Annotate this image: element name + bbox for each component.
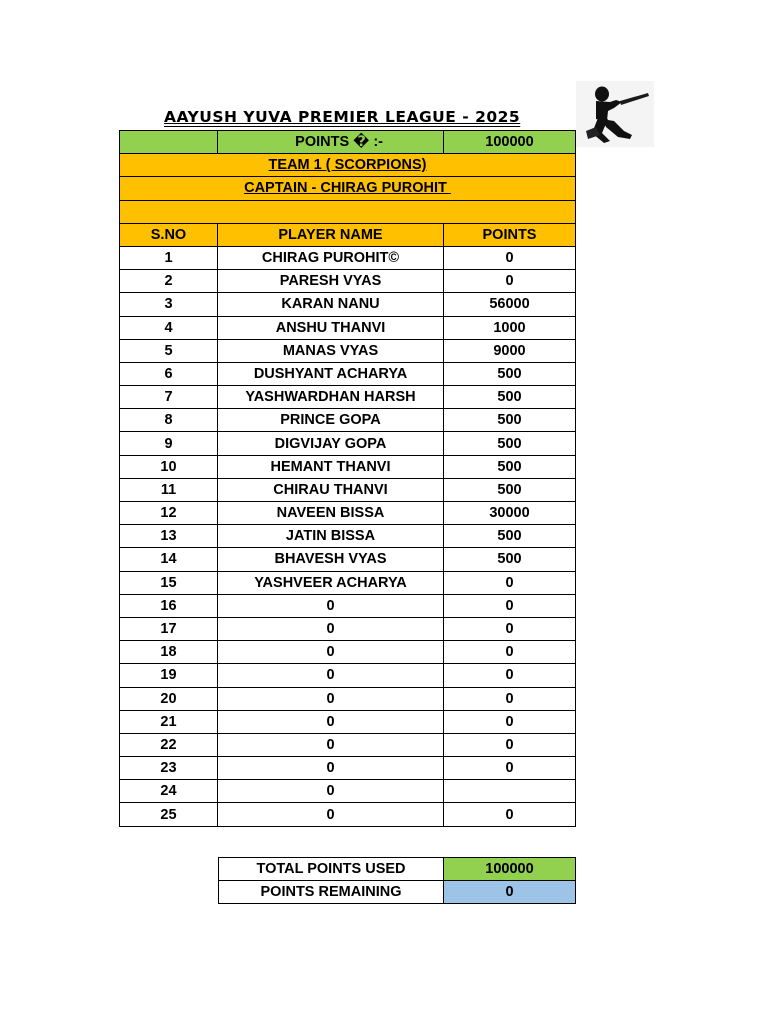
cell-player-name: MANAS VYAS <box>218 339 444 362</box>
cell-points: 0 <box>444 710 576 733</box>
team-roster-table <box>119 130 576 827</box>
points-label: POINTS � :- <box>218 131 444 154</box>
table-row <box>120 362 576 385</box>
cell-points: 500 <box>444 432 576 455</box>
team-name: TEAM 1 ( SCORPIONS) <box>120 154 576 177</box>
points-row <box>120 131 576 154</box>
cell-player-name: 0 <box>218 733 444 756</box>
summary-table <box>218 857 576 904</box>
cell-points: 0 <box>444 733 576 756</box>
cell-sno: 4 <box>120 316 218 339</box>
cell-sno: 6 <box>120 362 218 385</box>
cell-player-name: 0 <box>218 617 444 640</box>
cell-player-name: YASHWARDHAN HARSH <box>218 386 444 409</box>
cell-player-name: 0 <box>218 687 444 710</box>
cell-points: 0 <box>444 757 576 780</box>
team-name-row <box>120 154 576 177</box>
points-remaining-label: POINTS REMAINING <box>219 881 444 904</box>
cell-player-name: 0 <box>218 641 444 664</box>
cell-player-name: KARAN NANU <box>218 293 444 316</box>
cell-sno: 9 <box>120 432 218 455</box>
cell-sno: 18 <box>120 641 218 664</box>
cell-player-name: CHIRAG PUROHIT© <box>218 246 444 269</box>
cell-points: 0 <box>444 594 576 617</box>
table-row <box>120 432 576 455</box>
column-header-sno: S.NO <box>120 223 218 246</box>
points-remaining-value: 0 <box>444 881 576 904</box>
cell-sno: 7 <box>120 386 218 409</box>
cell-player-name: NAVEEN BISSA <box>218 502 444 525</box>
table-row <box>120 478 576 501</box>
cell-sno: 17 <box>120 617 218 640</box>
total-points-row <box>219 858 576 881</box>
cell-player-name: 0 <box>218 803 444 826</box>
cell-points: 500 <box>444 386 576 409</box>
table-row <box>120 246 576 269</box>
cell-points: 0 <box>444 687 576 710</box>
column-header-player-name: PLAYER NAME <box>218 223 444 246</box>
cell-points: 500 <box>444 362 576 385</box>
cell-points: 9000 <box>444 339 576 362</box>
cell-points: 500 <box>444 525 576 548</box>
cell-player-name: 0 <box>218 710 444 733</box>
cell-player-name: HEMANT THANVI <box>218 455 444 478</box>
cell-sno: 13 <box>120 525 218 548</box>
cell-player-name: 0 <box>218 594 444 617</box>
cell-points: 500 <box>444 409 576 432</box>
table-row <box>120 502 576 525</box>
table-row <box>120 733 576 756</box>
total-points-value: 100000 <box>444 858 576 881</box>
cell-sno: 1 <box>120 246 218 269</box>
points-value: 100000 <box>444 131 576 154</box>
cell-sno: 21 <box>120 710 218 733</box>
table-row <box>120 525 576 548</box>
table-row <box>120 339 576 362</box>
cell-player-name: 0 <box>218 664 444 687</box>
table-row <box>120 780 576 803</box>
points-remaining-row <box>219 881 576 904</box>
cell-player-name: 0 <box>218 780 444 803</box>
cell-sno: 11 <box>120 478 218 501</box>
table-row <box>120 757 576 780</box>
cell-sno: 25 <box>120 803 218 826</box>
cell-points: 500 <box>444 548 576 571</box>
captain-name: CAPTAIN - CHIRAG PUROHIT <box>120 177 576 200</box>
cell-player-name: JATIN BISSA <box>218 525 444 548</box>
table-row <box>120 571 576 594</box>
cell-player-name: BHAVESH VYAS <box>218 548 444 571</box>
page-title: AAYUSH YUVA PREMIER LEAGUE - 2025 <box>164 108 521 126</box>
table-row <box>120 710 576 733</box>
total-points-label: TOTAL POINTS USED <box>219 858 444 881</box>
cell-sno: 10 <box>120 455 218 478</box>
cell-points <box>444 780 576 803</box>
table-row <box>120 386 576 409</box>
cell-player-name: DUSHYANT ACHARYA <box>218 362 444 385</box>
cell-points: 56000 <box>444 293 576 316</box>
table-row <box>120 409 576 432</box>
table-row <box>120 641 576 664</box>
table-row <box>120 548 576 571</box>
cell-sno: 12 <box>120 502 218 525</box>
cell-sno: 24 <box>120 780 218 803</box>
table-row <box>120 664 576 687</box>
cell-points: 0 <box>444 270 576 293</box>
cell-sno: 8 <box>120 409 218 432</box>
cell-points: 0 <box>444 617 576 640</box>
cell-points: 0 <box>444 641 576 664</box>
cell-player-name: ANSHU THANVI <box>218 316 444 339</box>
cell-sno: 20 <box>120 687 218 710</box>
captain-row <box>120 177 576 200</box>
table-row <box>120 594 576 617</box>
cell-points: 0 <box>444 571 576 594</box>
cell-sno: 16 <box>120 594 218 617</box>
table-row <box>120 316 576 339</box>
table-row <box>120 293 576 316</box>
cell-sno: 5 <box>120 339 218 362</box>
cricket-batsman-icon <box>576 81 654 147</box>
cell-sno: 3 <box>120 293 218 316</box>
blank-row <box>120 200 576 223</box>
table-row <box>120 270 576 293</box>
cell-points: 500 <box>444 478 576 501</box>
cell-player-name: DIGVIJAY GOPA <box>218 432 444 455</box>
cell-player-name: PARESH VYAS <box>218 270 444 293</box>
column-header-points: POINTS <box>444 223 576 246</box>
cell-points: 0 <box>444 803 576 826</box>
cell-sno: 2 <box>120 270 218 293</box>
cell-player-name: PRINCE GOPA <box>218 409 444 432</box>
cell-sno: 15 <box>120 571 218 594</box>
cell-sno: 22 <box>120 733 218 756</box>
table-row <box>120 455 576 478</box>
cell-points: 1000 <box>444 316 576 339</box>
header-row <box>120 223 576 246</box>
cell-points: 500 <box>444 455 576 478</box>
cell-player-name: CHIRAU THANVI <box>218 478 444 501</box>
table-row <box>120 617 576 640</box>
table-row <box>120 687 576 710</box>
cell-points: 0 <box>444 246 576 269</box>
cell-points: 0 <box>444 664 576 687</box>
cell-sno: 14 <box>120 548 218 571</box>
cell-player-name: 0 <box>218 757 444 780</box>
cell-points: 30000 <box>444 502 576 525</box>
table-row <box>120 803 576 826</box>
cell-sno: 19 <box>120 664 218 687</box>
cell-sno: 23 <box>120 757 218 780</box>
cell-player-name: YASHVEER ACHARYA <box>218 571 444 594</box>
